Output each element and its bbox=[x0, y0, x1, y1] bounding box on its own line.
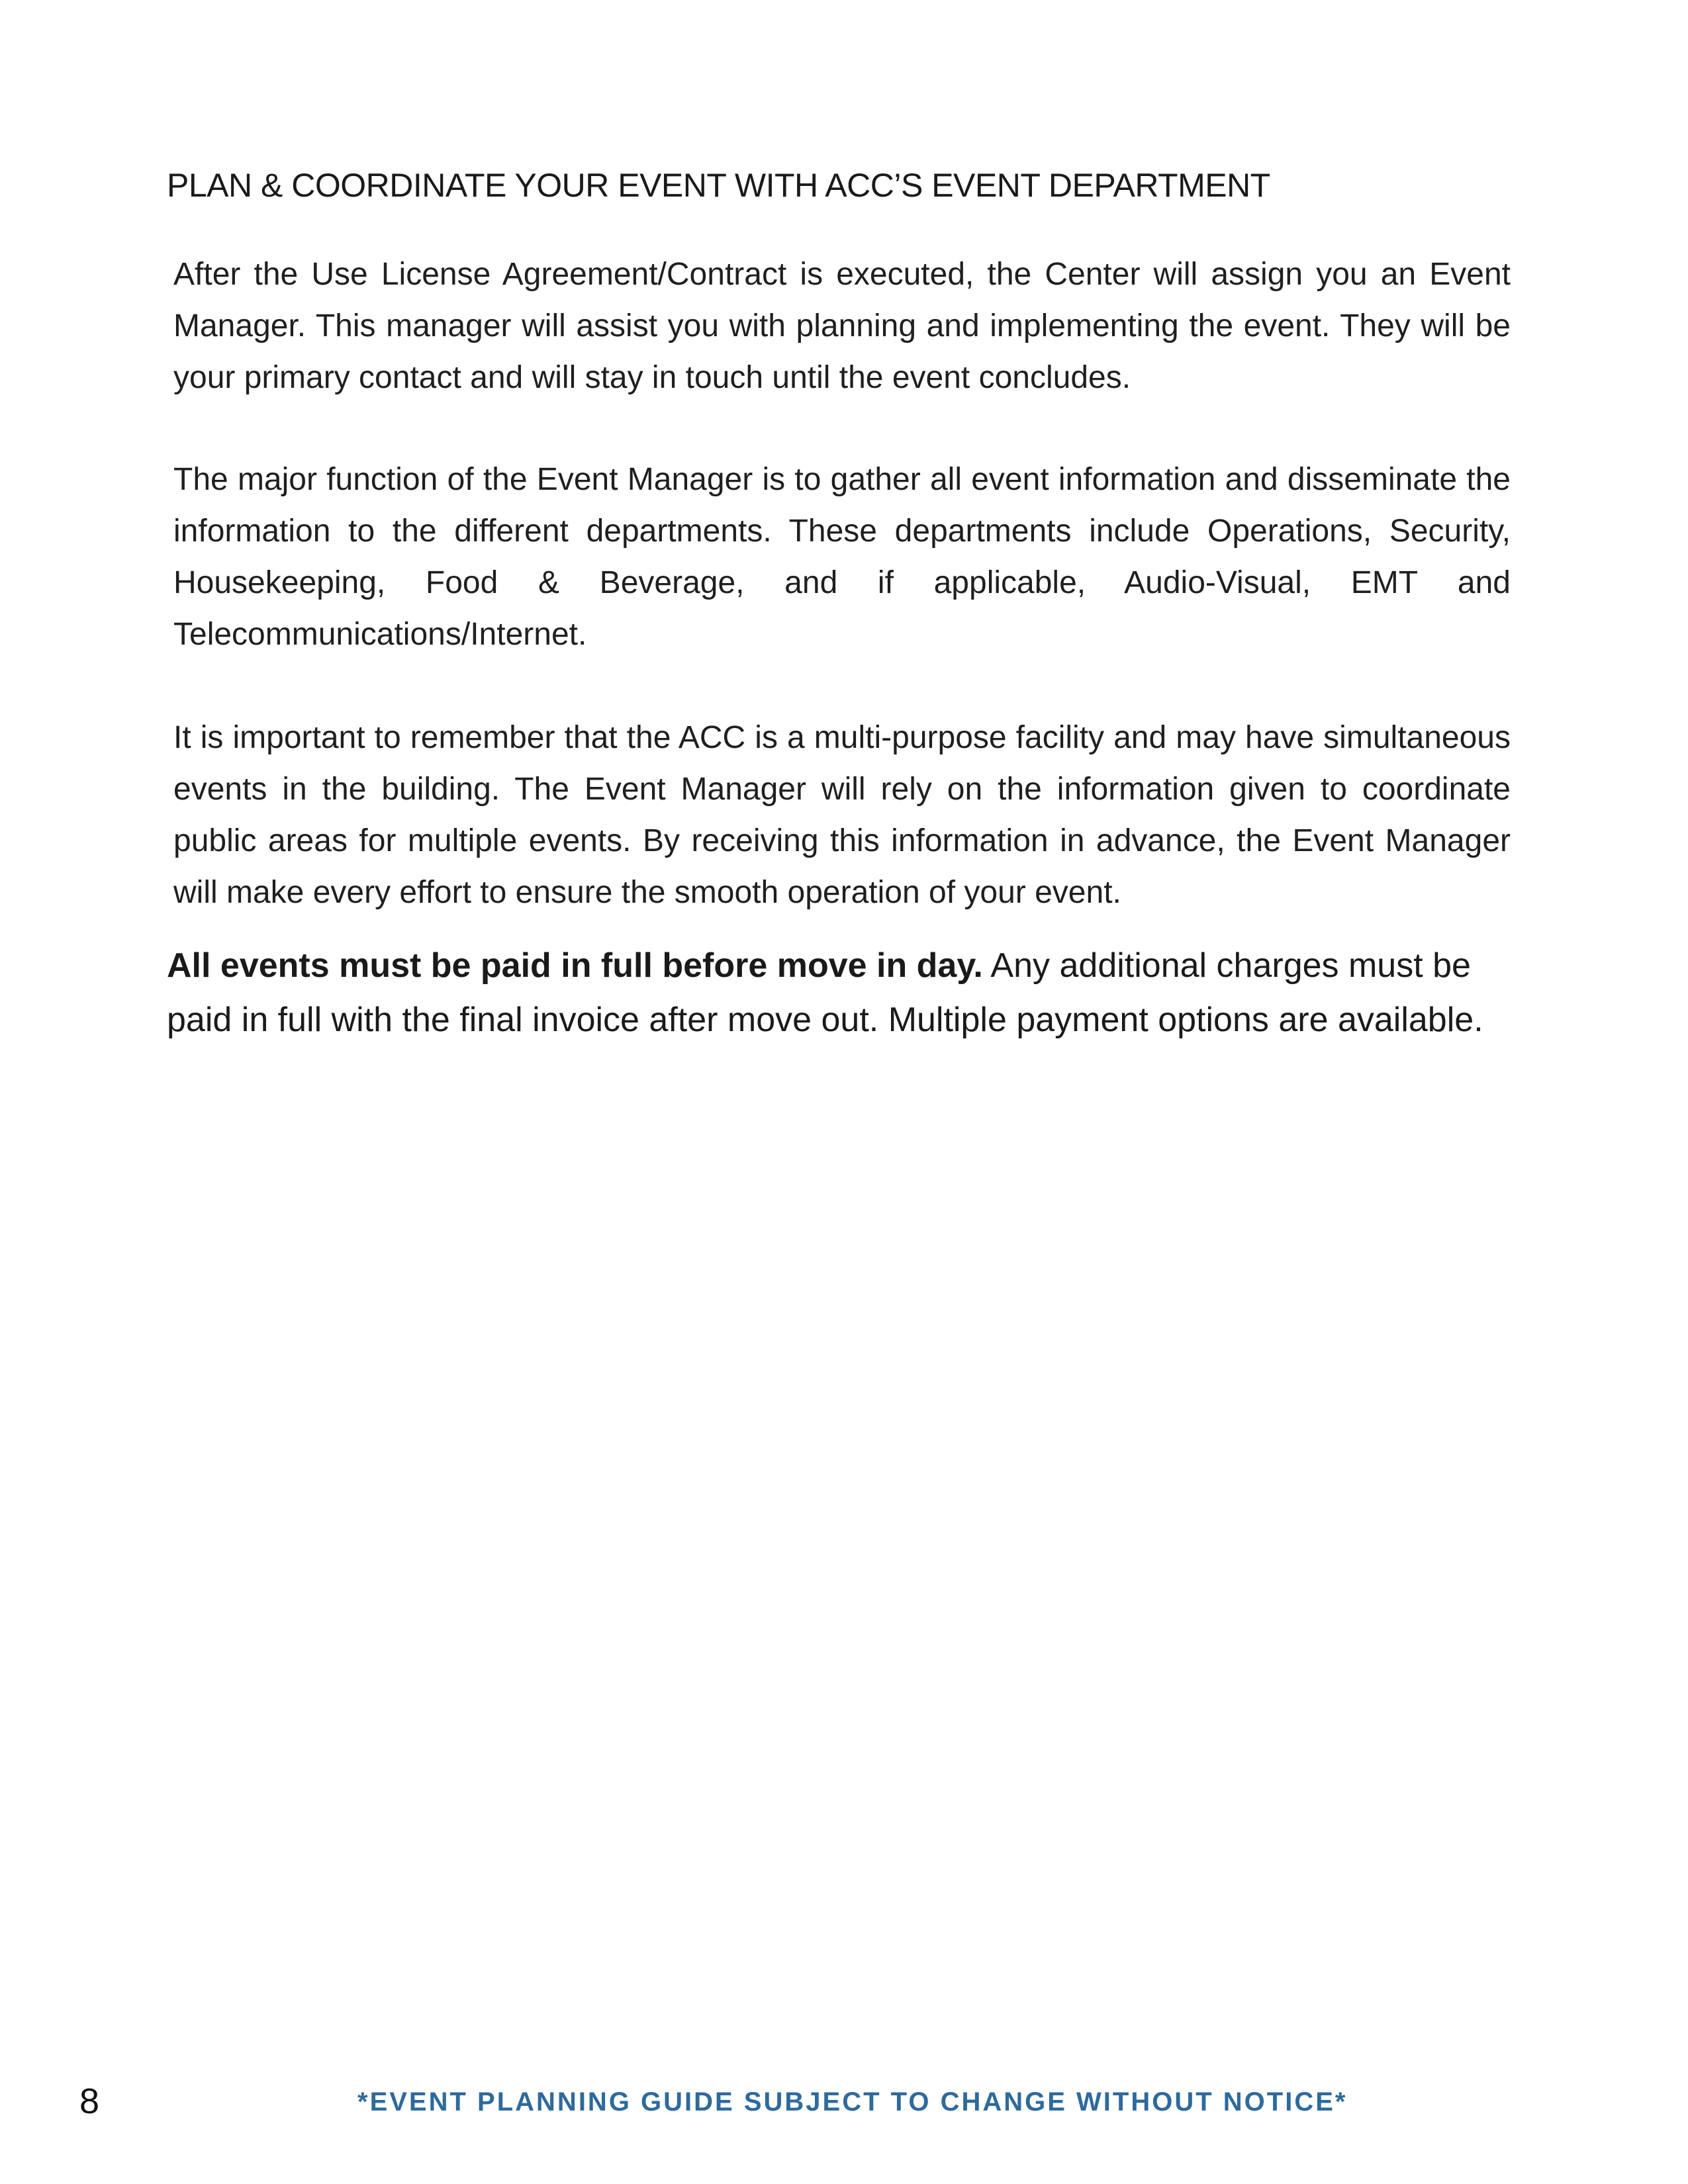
footer-notice: *EVENT PLANNING GUIDE SUBJECT TO CHANGE WITHOUT NOTICE* bbox=[357, 2087, 1348, 2116]
payment-policy-paragraph bbox=[167, 938, 1491, 1047]
payment-policy-text: Any additional charges must be paid in full with the final invoice after move out. Multiple payment options are available. bbox=[167, 946, 1483, 1039]
event-manager-assignment-paragraph: After the Use License Agreement/Contract is executed, the Center will assign you an Event Manager. This manager will assist you with planning and implementing the event. They will be your primary contact and will stay in touch until the event concludes. bbox=[173, 257, 1511, 395]
payment-policy-bold-text: All events must be paid in full before move in day. bbox=[167, 946, 983, 985]
event-manager-function-paragraph: The major function of the Event Manager is to gather all event information and disseminate the information to the different departments. These departments include Operations, Security, Housekeeping, Food & Beverage, and if applicable, Audio-Visual, EMT and Telecommunications/Internet. bbox=[173, 462, 1511, 652]
section-heading: PLAN & COORDINATE YOUR EVENT WITH ACC’S EVENT DEPARTMENT bbox=[167, 167, 1270, 204]
page-number: 8 bbox=[79, 2081, 100, 2121]
multi-purpose-facility-paragraph: It is important to remember that the ACC is a multi-purpose facility and may have simultaneous events in the building. The Event Manager will rely on the information given to coordinate public areas for multiple events. By receiving this information in advance, the Event Manager will make every effort to ensure the smooth operation of your event. bbox=[173, 720, 1511, 910]
